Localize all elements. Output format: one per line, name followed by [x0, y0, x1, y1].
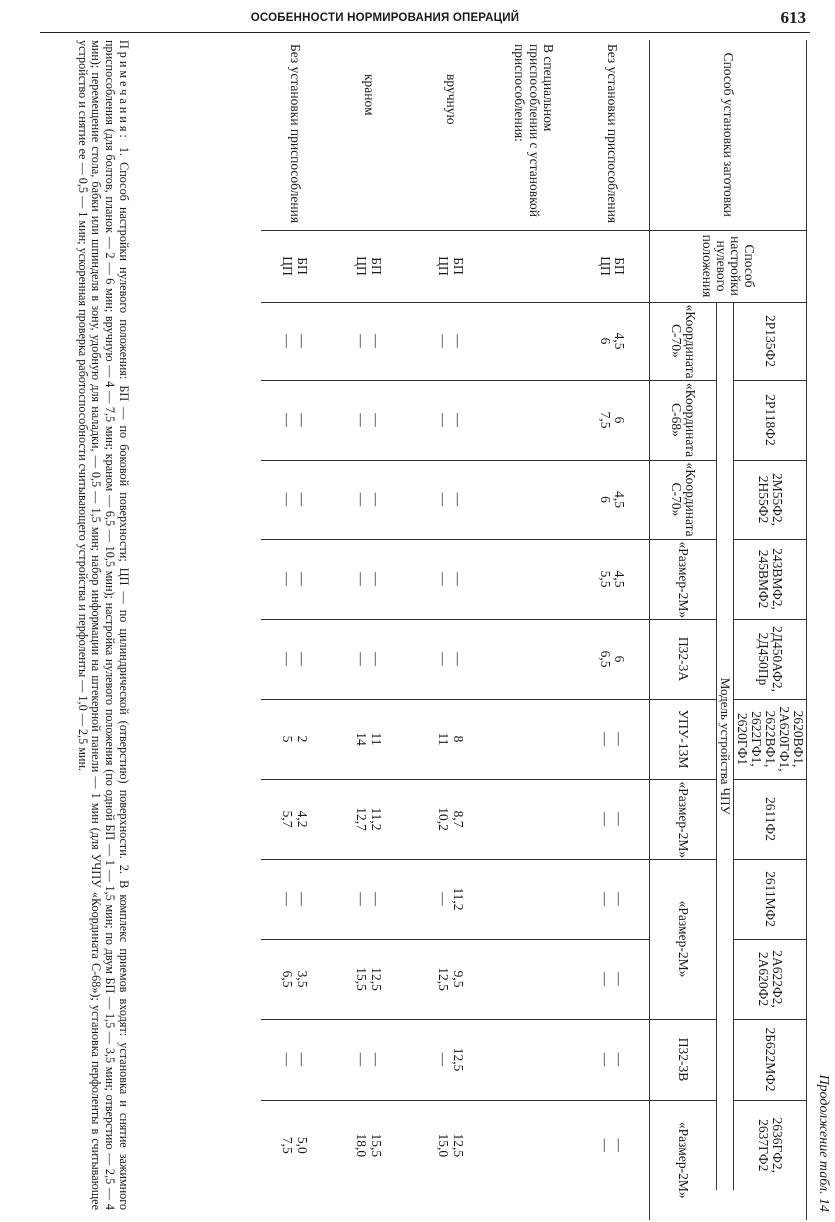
time-cell — [492, 859, 576, 939]
time-cell: — — — [262, 859, 328, 939]
table-row — [262, 40, 328, 1220]
running-title: ОСОБЕННОСТИ НОРМИРОВАНИЯ ОПЕРАЦИЙ — [250, 12, 520, 24]
device-header: «Размер-2М» — [650, 539, 717, 619]
time-cell: 11,2 — — [410, 859, 492, 939]
time-cell: — — — [262, 539, 328, 619]
table-continuation-label: Продолжение табл. 14 — [816, 1074, 831, 1212]
time-cell: — — — [410, 460, 492, 539]
zero-setup-cell — [492, 230, 576, 302]
method-cell: Без установки приспособления — [262, 40, 328, 230]
machine-header: 243ВМФ2, 245ВМФ2 — [734, 539, 807, 619]
time-cell: 5,0 7,5 — [280, 1136, 310, 1154]
time-cell: — — — [328, 460, 410, 539]
time-cell: 3,5 6,5 — [262, 939, 328, 1019]
device-header: «Размер-2М» — [650, 1100, 717, 1220]
page-header — [40, 4, 810, 33]
machine-header: 2611МФ2 — [734, 859, 807, 939]
machine-header: 2Д450АФ2, 2Д450Пр — [734, 619, 807, 699]
rotated-page-body — [40, 40, 835, 1220]
notes-text: 1. Способ настройки нулевого положения: БП — по боковой поверхности; ЦП — по цилиндрической (отверстию) поверхности. 2. В комплекс приемов входят: установка и снятие зажимного приспособления (для болтов, планок — 2 — 6 мин; вручную — 4 — 7,5 мин; краном — 6,5 — 10,5 мин); настройка нулевого положения (по одной БП — 1 — 1,5 мин; по двум БП — 1,5 — 3,5 мин; отверстию — 2,5 — 4 мин); перемещение стола, бабки или шпинделя в зону, удобную для наладки, — 0,5 — 1,5 мин; набор информации на штекерной панели — 1 мин (для УЧПУ «Координата С-68»); установка перфоленты в считывающее устройство и снятие ее — 0,5 — 1 мин; ускоренная проверка работоспособности считывающего устройства и перфоленты — 1,0 — 2,5 мин. — [75, 40, 131, 1210]
time-cell: 6 7,5 — [576, 380, 650, 460]
method-cell: краном — [328, 40, 410, 230]
machine-header: 2М55Ф2, 2Н55Ф2 — [734, 460, 807, 539]
device-header: П32-3А — [650, 619, 717, 699]
time-cell: — — — [328, 1019, 410, 1100]
time-cell: — — — [410, 302, 492, 380]
time-cell: — — — [262, 302, 328, 380]
time-cell: 4,5 6 — [576, 302, 650, 380]
time-cell: 11 14 — [328, 699, 410, 779]
time-cell: — — — [576, 699, 650, 779]
time-cell: — — — [328, 619, 410, 699]
machine-header: 2636ГФ2, 2637ГФ2 — [734, 1100, 807, 1190]
time-cell: — — — [576, 859, 650, 939]
page-number: 613 — [780, 8, 806, 27]
time-cell: — — — [328, 380, 410, 460]
header-zero-setup: Способ настройки нулевого положения — [650, 230, 807, 302]
device-header: П32-3В — [650, 1019, 717, 1100]
zero-setup-cell: БП ЦП — [576, 230, 650, 302]
time-cell: 8,7 10,2 — [410, 779, 492, 859]
time-cell — [492, 1019, 576, 1100]
time-cell: — — — [328, 539, 410, 619]
zero-setup-cell: БП ЦП — [410, 230, 492, 302]
time-cell: — — — [598, 1138, 628, 1152]
time-cell: — — — [576, 1019, 650, 1100]
time-cell — [492, 699, 576, 779]
device-header: «Координата С-68» — [650, 380, 717, 460]
norms-table — [262, 40, 808, 1220]
time-cell: 4,5 6 — [576, 460, 650, 539]
time-cell: 12,5 15,5 — [328, 939, 410, 1019]
time-cell: — — — [262, 460, 328, 539]
device-header: «Размер-2М» — [650, 859, 717, 1019]
time-cell — [492, 939, 576, 1019]
time-cell: — — — [262, 1019, 328, 1100]
time-cell — [492, 302, 576, 380]
time-cell: — — — [262, 380, 328, 460]
time-cell: — — — [328, 302, 410, 380]
time-cell: 9,5 12,5 — [410, 939, 492, 1019]
time-cell: — — — [410, 619, 492, 699]
table-row — [410, 40, 492, 1220]
device-header: «Размер-2М» — [650, 779, 717, 859]
time-cell: 2 5 — [262, 699, 328, 779]
machine-header: 2Р118Ф2 — [734, 380, 807, 460]
table-notes — [75, 40, 130, 1210]
time-cell: 4,2 5,7 — [262, 779, 328, 859]
machine-header: 2Б622МФ2 — [734, 1019, 807, 1100]
device-header: УПУ-13М — [650, 699, 717, 779]
table-row — [328, 40, 410, 1220]
time-cell — [492, 380, 576, 460]
device-header: «Координата С-70» — [650, 460, 717, 539]
zero-setup-cell: БП ЦП — [328, 230, 410, 302]
machine-header: 2А622Ф2, 2А620Ф2 — [734, 939, 807, 1019]
notes-label: Примечания: — [117, 40, 131, 141]
time-cell: 11,2 12,7 — [328, 779, 410, 859]
header-method: Способ установки заготовки — [650, 40, 807, 230]
time-cell: — — — [262, 619, 328, 699]
time-cell: — — — [410, 380, 492, 460]
time-cell: 12,5 15,0 — [436, 1133, 466, 1158]
time-cell: 6 6,5 — [576, 619, 650, 699]
time-cell: 4,5 5,5 — [576, 539, 650, 619]
machine-header: 2611Ф2 — [734, 779, 807, 859]
time-cell: 15,5 18,0 — [354, 1133, 384, 1158]
time-cell: 8 11 — [410, 699, 492, 779]
time-cell: — — — [576, 779, 650, 859]
time-cell: — — — [410, 539, 492, 619]
group-header: Модель устройства ЧПУ — [717, 302, 734, 1190]
method-cell: Без установки приспособления — [576, 40, 650, 230]
time-cell — [492, 779, 576, 859]
method-cell: В специальном приспособлении с установкой приспособления: — [492, 40, 576, 230]
time-cell: — — — [328, 859, 410, 939]
table-row — [576, 40, 650, 1220]
time-cell — [492, 1100, 576, 1190]
time-cell — [492, 539, 576, 619]
zero-setup-cell: БП ЦП — [262, 230, 328, 302]
time-cell — [492, 619, 576, 699]
time-cell — [492, 460, 576, 539]
time-cell: — — — [576, 939, 650, 1019]
device-header: «Координата С-70» — [650, 302, 717, 380]
table-row — [492, 40, 576, 1220]
machine-header: 2620ВФ1, 2А620ГФ1, 2622ВФ1, 2622ГФ1, 2620ГФ1 — [734, 699, 807, 779]
method-cell: вручную — [410, 40, 492, 230]
time-cell: 12,5 — — [410, 1019, 492, 1100]
machine-header: 2Р135Ф2 — [734, 302, 807, 380]
